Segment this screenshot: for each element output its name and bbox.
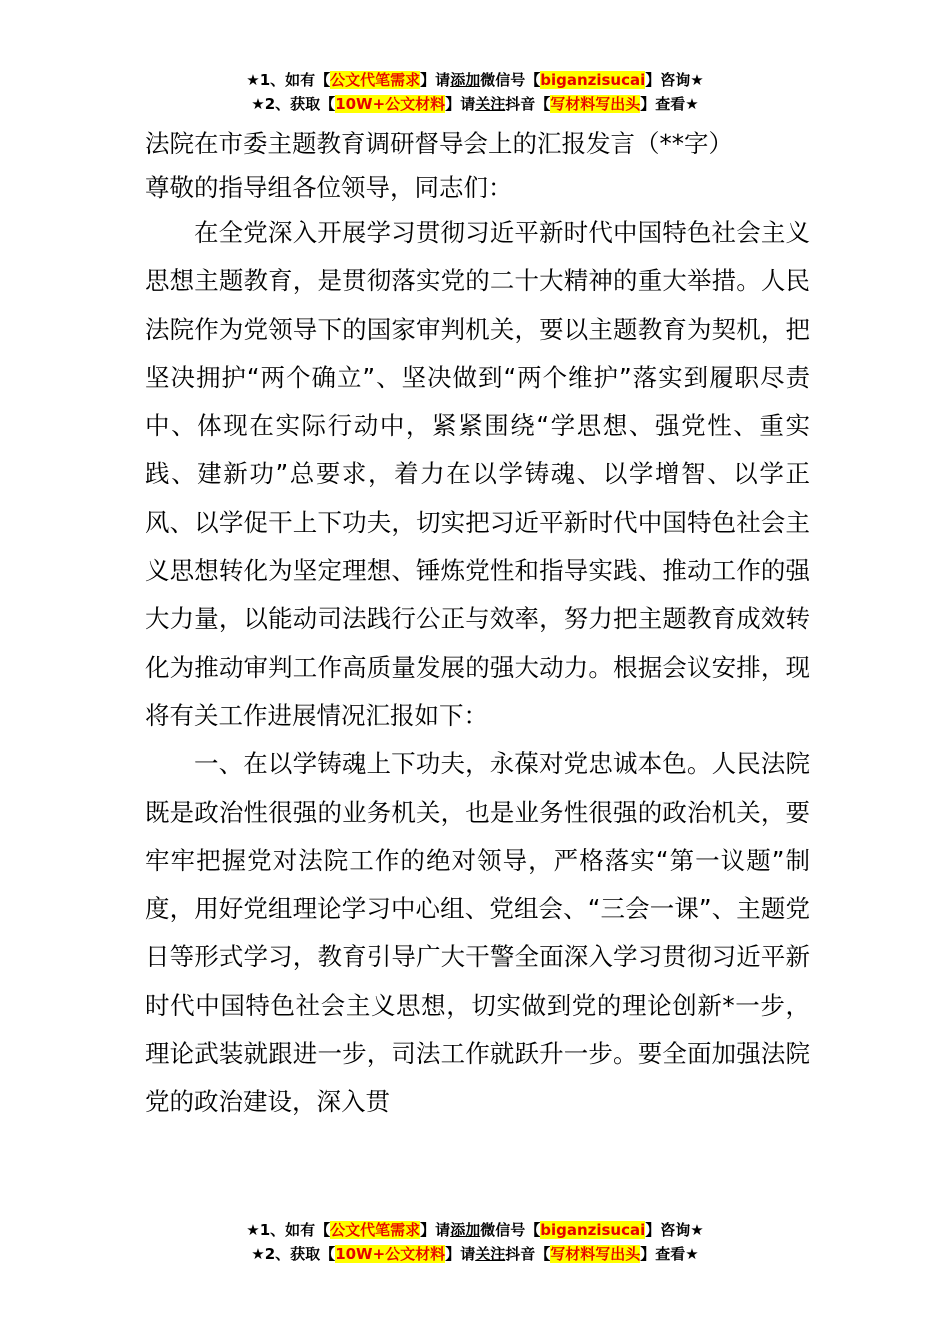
banner-line-1	[0, 68, 950, 92]
banner-text: 抖音【	[505, 1245, 551, 1263]
banner-text: 】请	[445, 1245, 476, 1263]
banner-highlight: biganzisucai	[540, 71, 646, 89]
banner-text: ★1、如有【	[246, 1221, 331, 1239]
section-1-heading: 一、在以学铸魂上下功夫，永葆对党忠诚本色。	[194, 749, 712, 779]
banner-text: 】请	[420, 1221, 451, 1239]
banner-line-2	[0, 1242, 950, 1266]
header-banner	[0, 68, 950, 116]
banner-line-1	[0, 1218, 950, 1242]
banner-underlined-text: 添加	[450, 1221, 481, 1239]
document-title: 法院在市委主题教育调研督导会上的汇报发言（**字）	[145, 129, 733, 158]
banner-highlight: 10W+公文材料	[335, 95, 446, 113]
banner-highlight: 10W+公文材料	[335, 1245, 446, 1263]
banner-text: 微信号【	[480, 71, 541, 89]
footer-banner	[0, 1218, 950, 1266]
banner-text: 抖音【	[505, 95, 551, 113]
banner-text: ★2、获取【	[251, 95, 336, 113]
banner-underlined-text: 关注	[475, 1245, 506, 1263]
banner-text: 】查看★	[640, 1245, 699, 1263]
salutation: 尊敬的指导组各位领导，同志们：	[145, 173, 513, 202]
banner-text: 】咨询★	[645, 71, 704, 89]
banner-text: 】请	[445, 95, 476, 113]
banner-text: 微信号【	[480, 1221, 541, 1239]
banner-underlined-text: 关注	[475, 95, 506, 113]
section-1-body: 人民法院既是政治性很强的业务机关，也是业务性很强的政治机关，要牢牢把握党对法院工作的绝对领导，严格落实“第一议题”制度，用好党组理论学习中心组、党组会、“三会一课”、主题党日等形式学习，教育引导广大干警全面深入学习贯彻习近平新时代中国特色社会主义思想，切实做到党的理论创新*一步，理论武装就跟进一步，司法工作就跃升一步。要全面加强法院党的政治建设，深入贯	[145, 749, 810, 1117]
banner-highlight: 公文代笔需求	[330, 71, 421, 89]
banner-highlight: 写材料写出头	[550, 95, 641, 113]
banner-highlight: biganzisucai	[540, 1221, 646, 1239]
banner-text: ★2、获取【	[251, 1245, 336, 1263]
banner-text: 】请	[420, 71, 451, 89]
section-1-paragraph	[145, 740, 810, 1126]
banner-line-2	[0, 92, 950, 116]
banner-text: 】咨询★	[645, 1221, 704, 1239]
banner-highlight: 公文代笔需求	[330, 1221, 421, 1239]
document-body	[145, 126, 810, 1127]
banner-highlight: 写材料写出头	[550, 1245, 641, 1263]
banner-text: 】查看★	[640, 95, 699, 113]
intro-paragraph: 在全党深入开展学习贯彻习近平新时代中国特色社会主义思想主题教育，是贯彻落实党的二十大精神的重大举措。人民法院作为党领导下的国家审判机关，要以主题教育为契机，把坚决拥护“两个确立”、坚决做到“两个维护”落实到履职尽责中、体现在实际行动中，紧紧围绕“学思想、强党性、重实践、建新功”总要求，着力在以学铸魂、以学增智、以学正风、以学促干上下功夫，切实把习近平新时代中国特色社会主义思想转化为坚定理想、锤炼党性和指导实践、推动工作的强大力量，以能动司法践行公正与效率，努力把主题教育成效转化为推动审判工作高质量发展的强大动力。根据会议安排，现将有关工作进展情况汇报如下：	[145, 218, 810, 730]
banner-underlined-text: 添加	[450, 71, 481, 89]
banner-text: ★1、如有【	[246, 71, 331, 89]
